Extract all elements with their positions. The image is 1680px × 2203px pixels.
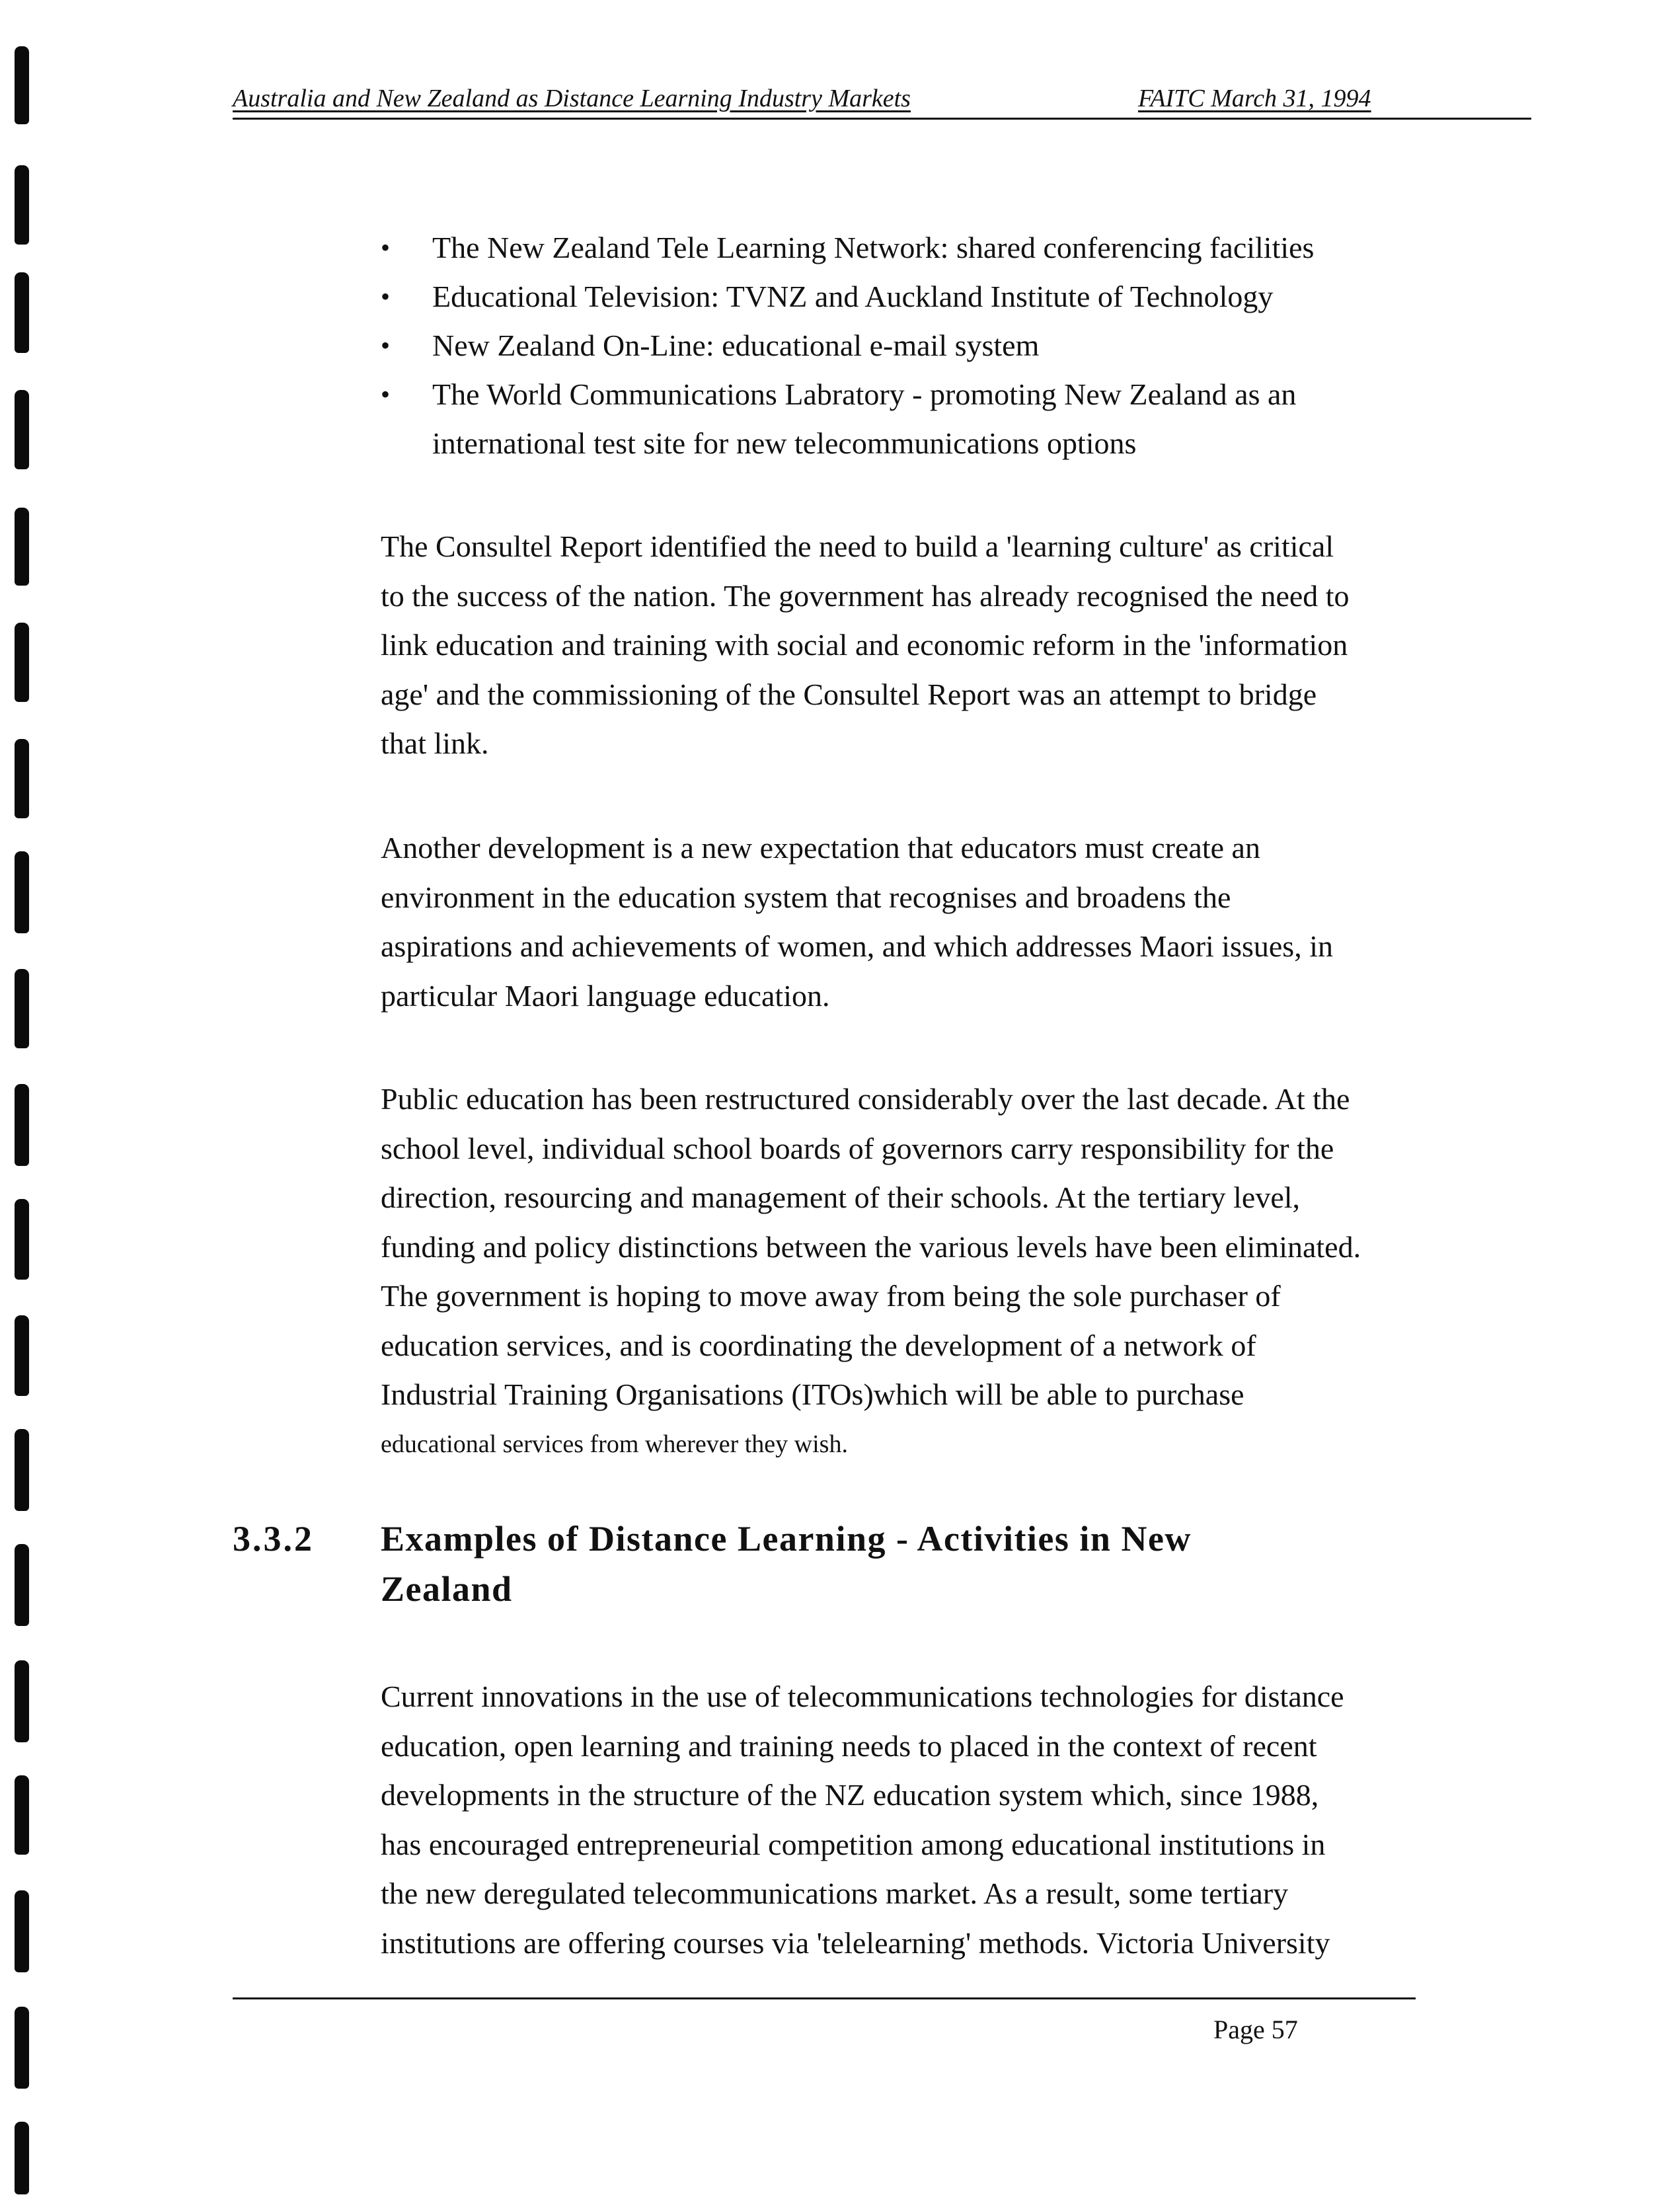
binding-mark-10 bbox=[15, 1084, 29, 1166]
text-line: age' and the commissioning of the Consultel Report was an attempt to bridge bbox=[381, 677, 1317, 711]
binding-mark-9 bbox=[15, 969, 29, 1048]
text-line: education services, and is coordinating the development of a network of bbox=[381, 1328, 1256, 1362]
paragraph-consultel bbox=[381, 522, 1438, 769]
binding-mark-16 bbox=[15, 1775, 29, 1855]
binding-marks bbox=[0, 0, 53, 2203]
text-line: The Consultel Report identified the need to build a 'learning culture' as critical bbox=[381, 529, 1334, 563]
text-line: Industrial Training Organisations (ITOs)which will be able to purchase bbox=[381, 1377, 1244, 1411]
bullet-list bbox=[377, 223, 1447, 468]
text-line: The government is hoping to move away from being the sole purchaser of bbox=[381, 1279, 1281, 1313]
section-title-line: Zealand bbox=[381, 1569, 513, 1609]
binding-mark-4 bbox=[15, 390, 29, 469]
bullet-text: The World Communications Labratory - promoting New Zealand as an bbox=[432, 377, 1297, 411]
text-line: institutions are offering courses via 'telelearning' methods. Victoria University bbox=[381, 1925, 1330, 1960]
text-line: direction, resourcing and management of their schools. At the tertiary level, bbox=[381, 1180, 1301, 1214]
binding-mark-15 bbox=[15, 1660, 29, 1742]
header-date: FAITC March 31, 1994 bbox=[1138, 85, 1371, 112]
paragraph-current-innovations bbox=[381, 1672, 1438, 1968]
binding-mark-13 bbox=[15, 1429, 29, 1511]
bullet-icon: • bbox=[381, 233, 391, 262]
binding-mark-6 bbox=[15, 623, 29, 702]
paragraph-public-education bbox=[381, 1075, 1438, 1469]
binding-mark-19 bbox=[15, 2122, 29, 2194]
bullet-text: New Zealand On-Line: educational e-mail system bbox=[432, 329, 1040, 362]
header-title: Australia and New Zealand as Distance Learning Industry Markets bbox=[233, 85, 911, 112]
footer-rule bbox=[233, 1997, 1416, 1999]
text-line: education, open learning and training needs to placed in the context of recent bbox=[381, 1728, 1317, 1763]
text-line: educational services from wherever they wish. bbox=[381, 1430, 848, 1458]
text-line: Another development is a new expectation that educators must create an bbox=[381, 831, 1260, 865]
text-line: link education and training with social and economic reform in the 'information bbox=[381, 628, 1348, 662]
bullet-text: The New Zealand Tele Learning Network: shared conferencing facilities bbox=[432, 231, 1315, 264]
section-number: 3.3.2 bbox=[233, 1519, 314, 1559]
section-title-line: Examples of Distance Learning - Activities in New bbox=[381, 1519, 1192, 1559]
text-line: aspirations and achievements of women, and which addresses Maori issues, in bbox=[381, 929, 1333, 963]
binding-mark-2 bbox=[15, 165, 29, 245]
text-line: environment in the education system that recognises and broadens the bbox=[381, 880, 1231, 914]
bullet-icon: • bbox=[381, 330, 391, 360]
binding-mark-5 bbox=[15, 508, 29, 586]
paragraph-development bbox=[381, 824, 1438, 1021]
bullet-item bbox=[377, 272, 1447, 321]
binding-mark-7 bbox=[15, 739, 29, 818]
binding-mark-8 bbox=[15, 851, 29, 933]
text-line: the new deregulated telecommunications market. As a result, some tertiary bbox=[381, 1876, 1289, 1910]
text-line: Current innovations in the use of telecommunications technologies for distance bbox=[381, 1680, 1344, 1713]
section-title bbox=[381, 1514, 1412, 1614]
text-line: school level, individual school boards of governors carry responsibility for the bbox=[381, 1131, 1334, 1165]
bullet-icon: • bbox=[381, 282, 391, 311]
bullet-continuation bbox=[377, 419, 1447, 468]
bullet-item bbox=[377, 223, 1447, 272]
bullet-icon: • bbox=[381, 379, 391, 409]
running-header bbox=[233, 81, 1531, 120]
binding-mark-17 bbox=[15, 1890, 29, 1972]
text-line: funding and policy distinctions between the various levels have been eliminated. bbox=[381, 1229, 1361, 1264]
text-line: particular Maori language education. bbox=[381, 978, 830, 1013]
text-line: to the success of the nation. The government has already recognised the need to bbox=[381, 578, 1350, 613]
bullet-item bbox=[377, 321, 1447, 370]
binding-mark-12 bbox=[15, 1315, 29, 1396]
text-line: has encouraged entrepreneurial competition among educational institutions in bbox=[381, 1827, 1326, 1861]
page-number: Page 57 bbox=[1213, 2015, 1298, 2044]
binding-mark-3 bbox=[15, 272, 29, 353]
binding-mark-11 bbox=[15, 1199, 29, 1280]
text-line: developments in the structure of the NZ education system which, since 1988, bbox=[381, 1778, 1319, 1812]
bullet-item bbox=[377, 370, 1447, 419]
binding-mark-14 bbox=[15, 1544, 29, 1626]
bullet-text: Educational Television: TVNZ and Auckland Institute of Technology bbox=[432, 280, 1274, 313]
bullet-text: international test site for new telecommunications options bbox=[432, 426, 1137, 460]
binding-mark-1 bbox=[15, 46, 29, 124]
text-line: Public education has been restructured considerably over the last decade. At the bbox=[381, 1082, 1350, 1116]
binding-mark-18 bbox=[15, 2007, 29, 2089]
text-line: that link. bbox=[381, 726, 489, 760]
